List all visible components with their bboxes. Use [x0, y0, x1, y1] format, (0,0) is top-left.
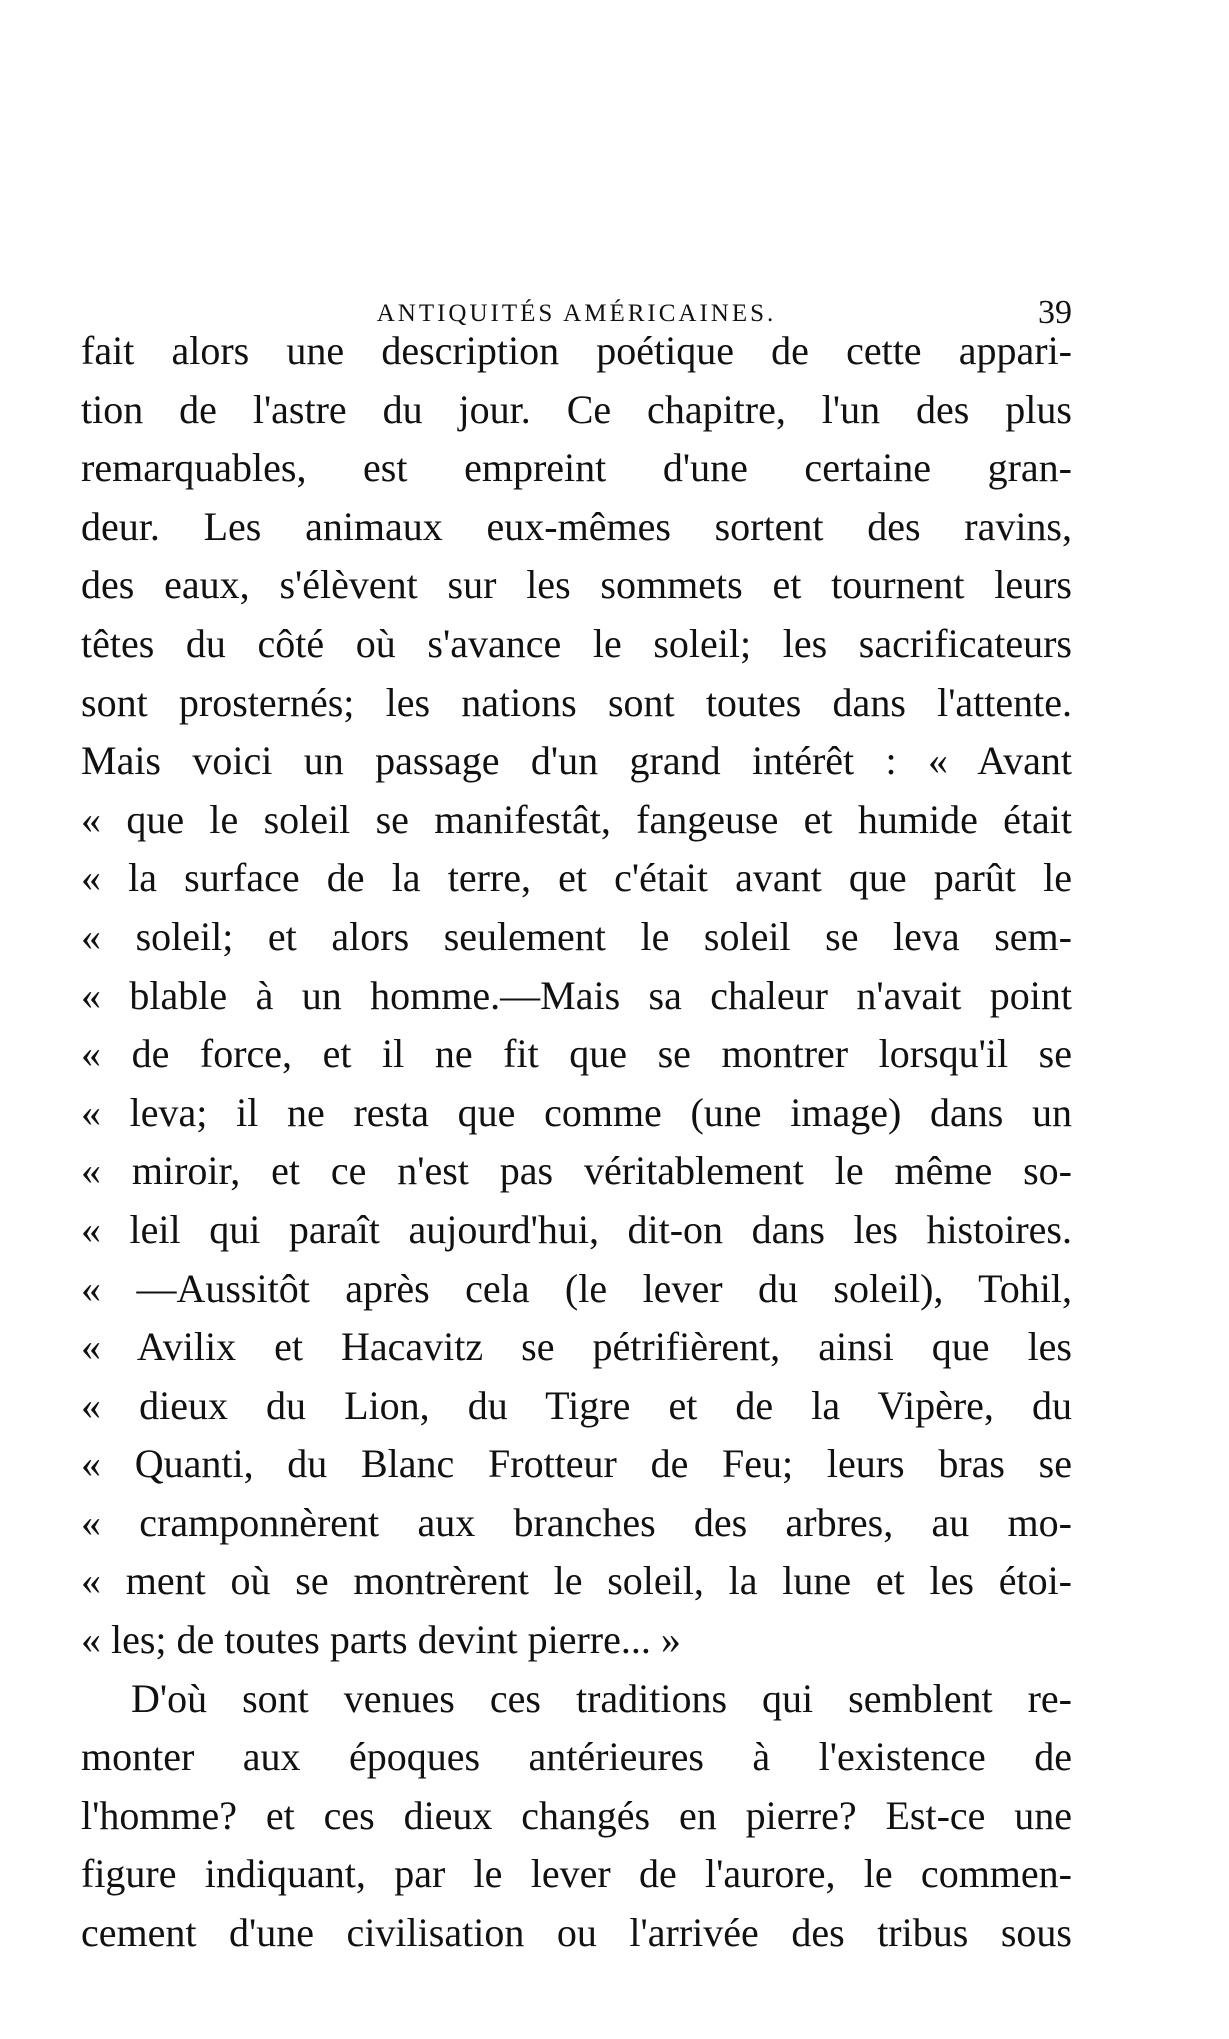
text-line: « blable à un homme.—Mais sa chaleur n'avait point — [81, 972, 1072, 1018]
text-line: « Quanti, du Blanc Frotteur de Feu; leurs bras se — [81, 1441, 1072, 1487]
text-line: figure indiquant, par le lever de l'aurore, le commen- — [81, 1851, 1072, 1897]
running-title: ANTIQUITÉS AMÉRICAINES. — [376, 300, 777, 327]
text-line: « la surface de la terre, et c'était avant que parût le — [81, 855, 1072, 901]
text-line: cement d'une civilisation ou l'arrivée des tribus sous — [81, 1910, 1072, 1956]
text-line: deur. Les animaux eux-mêmes sortent des ravins, — [81, 503, 1072, 549]
text-line: « cramponnèrent aux branches des arbres, au mo- — [81, 1499, 1072, 1545]
text-line: « que le soleil se manifestât, fangeuse et humide était — [81, 796, 1072, 842]
text-line: l'homme? et ces dieux changés en pierre? Est-ce une — [81, 1792, 1072, 1838]
text-line: sont prosternés; les nations sont toutes dans l'attente. — [81, 679, 1072, 725]
text-line: « ment où se montrèrent le soleil, la lune et les étoi- — [81, 1558, 1072, 1604]
text-line: « leil qui paraît aujourd'hui, dit-on dans les histoires. — [81, 1206, 1072, 1252]
text-line: « —Aussitôt après cela (le lever du soleil), Tohil, — [81, 1265, 1072, 1311]
text-line: remarquables, est empreint d'une certaine gran- — [81, 445, 1072, 491]
text-line: « de force, et il ne fit que se montrer lorsqu'il se — [81, 1031, 1072, 1077]
text-line: « Avilix et Hacavitz se pétrifièrent, ainsi que les — [81, 1324, 1072, 1370]
text-line: monter aux époques antérieures à l'existence de — [81, 1734, 1072, 1780]
text-line: têtes du côté où s'avance le soleil; les sacrificateurs — [81, 620, 1072, 666]
text-line: tion de l'astre du jour. Ce chapitre, l'un des plus — [81, 386, 1072, 432]
text-line: « soleil; et alors seulement le soleil se leva sem- — [81, 913, 1072, 959]
page-number: 39 — [1038, 294, 1072, 331]
text-line: des eaux, s'élèvent sur les sommets et tournent leurs — [81, 562, 1072, 608]
text-line: « les; de toutes parts devint pierre... » — [81, 1617, 681, 1663]
text-line: « miroir, et ce n'est pas véritablement le même so- — [81, 1148, 1072, 1194]
text-line: « dieux du Lion, du Tigre et de la Vipère, du — [81, 1382, 1072, 1428]
text-line: Mais voici un passage d'un grand intérêt : « Avant — [81, 738, 1072, 784]
text-line: fait alors une description poétique de cette appari- — [81, 328, 1072, 373]
text-line: D'où sont venues ces traditions qui semblent re- — [131, 1675, 1072, 1721]
text-line: « leva; il ne resta que comme (une image) dans un — [81, 1089, 1072, 1135]
page-body-text — [81, 322, 1072, 1963]
